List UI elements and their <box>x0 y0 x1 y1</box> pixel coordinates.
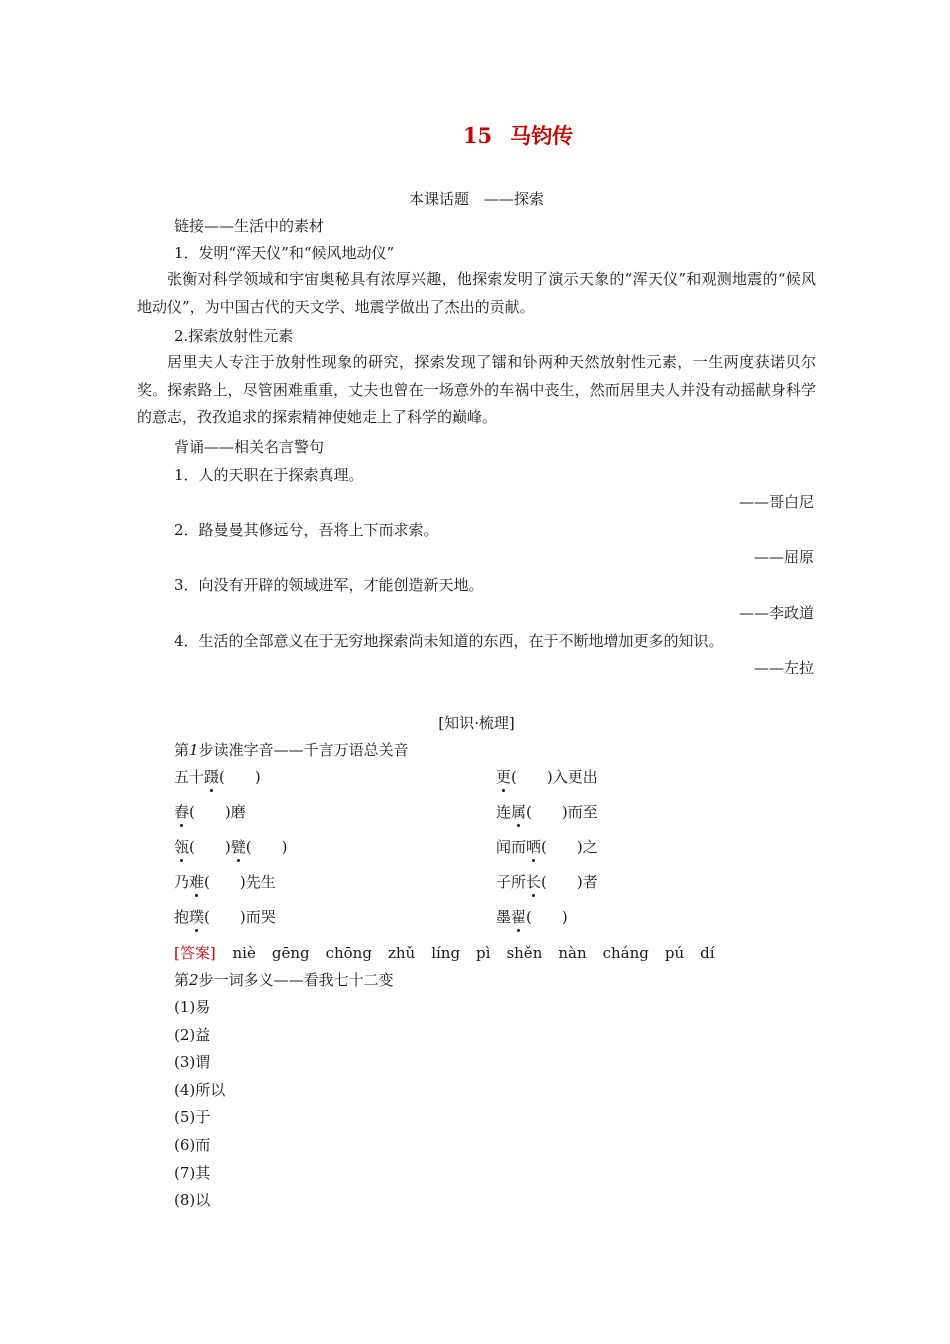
polysemy-term: (4)所以 <box>174 1080 226 1099</box>
answer-line <box>174 943 731 963</box>
lesson-title <box>0 123 950 149</box>
item-text: ( ) <box>526 908 568 926</box>
pinyin-answer: nàn <box>558 944 587 962</box>
item-text: ( ) <box>219 768 261 786</box>
polysemy-term: (7)其 <box>174 1163 211 1182</box>
item-text: ( )而至 <box>526 803 598 821</box>
item-text: ( ) <box>189 838 231 856</box>
dotted-character: 更 <box>496 768 512 786</box>
pinyin-item-right <box>496 802 598 822</box>
lesson-number: 15 <box>462 123 493 148</box>
pinyin-answer: shěn <box>506 944 543 962</box>
dotted-character: 璞 <box>189 908 205 926</box>
quote-3: 3．向没有开辟的领域进军，才能创造新天地。 <box>174 576 484 594</box>
dotted-character: 瓴 <box>174 838 190 856</box>
pinyin-answer: pì <box>476 944 491 962</box>
link-heading: 链接——生活中的素材 <box>174 217 325 235</box>
item-text: ( )先生 <box>204 873 276 891</box>
quote-4: 4．生活的全部意义在于无穷地探索尚未知道的东西，在于不断地增加更多的知识。 <box>174 632 724 650</box>
item-text: ( )磨 <box>189 803 246 821</box>
pinyin-answer: dí <box>700 944 715 962</box>
pinyin-item-right <box>496 872 598 892</box>
link-item1-title: 1．发明“浑天仪”和“候风地动仪” <box>174 244 395 262</box>
item-text: ( )者 <box>541 873 598 891</box>
link-item1-text: 张衡对科学领域和宇宙奥秘具有浓厚兴趣，他探索发明了演示天象的“浑天仪”和观测地震的“候风地动仪”，为中国古代的天文学、地震学做出了杰出的贡献。 <box>137 270 816 316</box>
pinyin-item-left <box>174 872 276 892</box>
pinyin-answer: zhǔ <box>387 944 416 962</box>
dotted-character: 舂 <box>174 803 190 821</box>
step1-prefix: 第 <box>174 741 190 759</box>
lesson-name: 马钧传 <box>510 123 574 148</box>
dotted-character: 哂 <box>526 838 542 856</box>
answer-label: [答案] <box>174 944 216 962</box>
item-text: 乃 <box>174 873 190 891</box>
pinyin-answer: cháng <box>602 944 649 962</box>
item-text: 抱 <box>174 908 190 926</box>
pinyin-item-left <box>174 837 287 857</box>
item-text: 连 <box>496 803 512 821</box>
item-text: ( )而哭 <box>204 908 276 926</box>
step1-heading <box>174 740 409 760</box>
step1-text: 步读准字音——千言万语总关音 <box>198 741 409 759</box>
pinyin-item-right <box>496 837 598 857</box>
dotted-character: 甓 <box>230 838 246 856</box>
dotted-character: 长 <box>526 873 542 891</box>
quote-3-author: ——李政道 <box>738 604 814 622</box>
step1-number: 1 <box>189 741 199 759</box>
topic-heading: 本课话题 ——探索 <box>408 190 544 208</box>
item-text: 闻而 <box>496 838 527 856</box>
polysemy-term: (6)而 <box>174 1136 211 1154</box>
pinyin-answer: chōng <box>325 944 372 962</box>
knowledge-heading: [知识·梳理] <box>438 714 515 732</box>
dotted-character: 难 <box>189 873 205 891</box>
pinyin-item-left <box>174 907 276 927</box>
dotted-character: 蹑 <box>204 768 220 786</box>
polysemy-term: (3)谓 <box>174 1053 211 1072</box>
pinyin-item-right <box>496 767 598 787</box>
pinyin-answer: pú <box>664 944 685 962</box>
quote-2-author: ——屈原 <box>753 548 814 566</box>
item-text: ( ) <box>245 838 288 856</box>
link-item2-title: 2.探索放射性元素 <box>174 327 294 345</box>
polysemy-term: (1)易 <box>174 998 211 1016</box>
item-text: 墨 <box>496 908 512 926</box>
quote-1: 1．人的天职在于探索真理。 <box>174 466 364 484</box>
dotted-character: 属 <box>511 803 527 821</box>
item-text: ( )入更出 <box>511 768 598 786</box>
step2-text: 步一词多义——看我七十二变 <box>198 971 394 989</box>
answer-list <box>233 944 731 962</box>
pinyin-answer: gēng <box>271 944 310 962</box>
quote-2: 2．路曼曼其修远兮，吾将上下而求索。 <box>174 521 439 539</box>
pinyin-item-left <box>174 767 261 787</box>
link-item2-text: 居里夫人专注于放射性现象的研究，探索发现了镭和钋两种天然放射性元素，一生两度获诺贝尔奖。探索路上，尽管困难重重，丈夫也曾在一场意外的车祸中丧生，然而居里夫人并没有动摇献身科学的意志，孜孜追求的探索精神使她走上了科学的巅峰。 <box>137 353 816 426</box>
quote-1-author: ——哥白尼 <box>738 493 814 511</box>
item-text: 子所 <box>496 873 527 891</box>
step2-heading <box>174 970 394 990</box>
pinyin-item-right <box>496 907 568 927</box>
pinyin-item-left <box>174 802 246 822</box>
polysemy-term: (8)以 <box>174 1191 211 1210</box>
polysemy-term: (2)益 <box>174 1025 211 1044</box>
quotes-heading: 背诵——相关名言警句 <box>174 438 325 456</box>
quote-4-author: ——左拉 <box>753 659 814 677</box>
item-text: 五十 <box>174 768 205 786</box>
dotted-character: 翟 <box>511 908 527 926</box>
step2-prefix: 第 <box>174 971 190 989</box>
pinyin-answer: líng <box>431 944 461 962</box>
pinyin-answer: niè <box>232 944 256 962</box>
step2-number: 2 <box>189 971 199 989</box>
polysemy-term: (5)于 <box>174 1108 211 1127</box>
item-text: ( )之 <box>541 838 598 856</box>
